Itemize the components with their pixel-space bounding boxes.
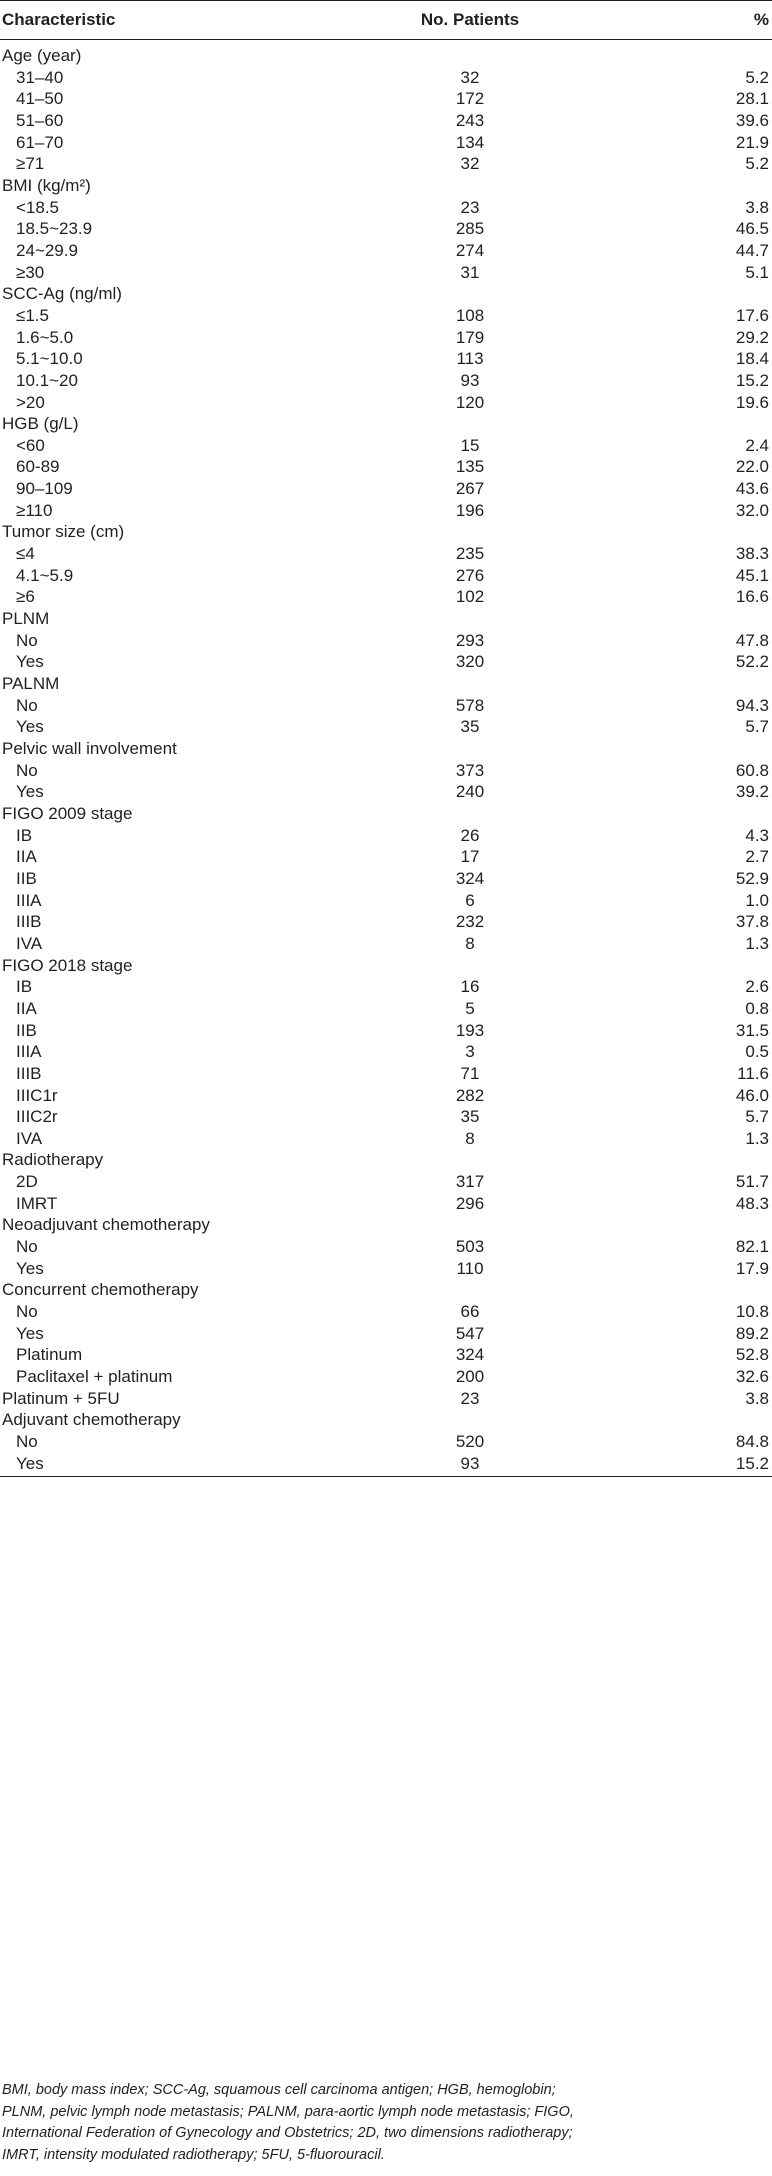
cell-characteristic: IB [16, 825, 33, 845]
cell-no-patients [300, 673, 640, 695]
cell-no-patients: 93 [300, 1453, 640, 1477]
cell-no-patients [300, 40, 640, 67]
cell-no-patients [300, 955, 640, 977]
cell-percent: 82.1 [735, 1237, 769, 1257]
cell-no-patients [300, 1214, 640, 1236]
cell-no-patients: 373 [455, 760, 485, 780]
table-row [0, 348, 772, 370]
cell-no-patients: 134 [455, 132, 485, 152]
cell-percent: 5.2 [745, 67, 769, 87]
table-row [0, 88, 772, 110]
cell-percent: 15.2 [640, 1453, 772, 1477]
cell-no-patients: 285 [455, 219, 485, 239]
cell-no-patients: 66 [460, 1302, 480, 1322]
cell-percent [640, 673, 772, 695]
table-row [0, 781, 772, 803]
cell-percent: 32.6 [735, 1367, 769, 1387]
cell-characteristic: IIIC1r [16, 1085, 58, 1105]
cell-percent [640, 1149, 772, 1171]
cell-no-patients [300, 283, 640, 305]
cell-characteristic: 60-89 [16, 457, 60, 477]
table-row [0, 1128, 772, 1150]
table-row [0, 1171, 772, 1193]
table-row [0, 825, 772, 847]
cell-characteristic: IIIA [16, 1042, 42, 1062]
cell-characteristic: ≥71 [16, 154, 45, 174]
table-row [0, 998, 772, 1020]
cell-characteristic: 1.6~5.0 [16, 327, 74, 347]
cell-no-patients: 5 [465, 998, 475, 1018]
cell-characteristic: IVA [16, 1128, 43, 1148]
cell-percent [640, 175, 772, 197]
table-row [0, 132, 772, 154]
cell-percent: 22.0 [735, 457, 769, 477]
cell-percent: 0.5 [745, 1042, 769, 1062]
table-row [0, 392, 772, 414]
table-row [0, 110, 772, 132]
cell-percent: 51.7 [735, 1172, 769, 1192]
cell-percent [640, 40, 772, 67]
cell-no-patients: 102 [455, 587, 485, 607]
cell-no-patients [300, 413, 640, 435]
table-row [0, 456, 772, 478]
footnote-line: PLNM, pelvic lymph node metastasis; PALNM, para-aortic lymph node metastasis; FIGO, [2, 2103, 574, 2120]
cell-percent [640, 608, 772, 630]
cell-characteristic: IB [16, 977, 33, 997]
table-row [0, 1366, 772, 1388]
table-row [0, 933, 772, 955]
table-group-row [0, 1214, 772, 1236]
cell-percent: 10.8 [735, 1302, 769, 1322]
cell-no-patients: 267 [455, 479, 485, 499]
cell-no-patients: 17 [460, 847, 480, 867]
cell-characteristic: No [16, 630, 38, 650]
table-row [0, 911, 772, 933]
cell-no-patients: 108 [455, 305, 485, 325]
cell-characteristic: Yes [0, 1453, 300, 1477]
cell-no-patients [300, 175, 640, 197]
table-row [0, 1258, 772, 1280]
cell-no-patients [300, 1279, 640, 1301]
cell-no-patients: 23 [460, 1388, 480, 1408]
table-row [0, 218, 772, 240]
cell-no-patients: 320 [455, 652, 485, 672]
cell-percent [640, 413, 772, 435]
cell-percent: 2.7 [745, 847, 769, 867]
cell-characteristic: Radiotherapy [2, 1150, 104, 1170]
cell-characteristic: FIGO 2009 stage [2, 803, 133, 823]
cell-no-patients: 520 [455, 1432, 485, 1451]
table-row [0, 327, 772, 349]
cell-characteristic: 31–40 [16, 67, 64, 87]
cell-percent: 60.8 [735, 760, 769, 780]
cell-percent [640, 283, 772, 305]
table-row [0, 1020, 772, 1042]
cell-characteristic: 4.1~5.9 [16, 565, 74, 585]
cell-characteristic: ≥110 [16, 500, 53, 520]
cell-percent: 0.8 [745, 998, 769, 1018]
cell-characteristic: 18.5~23.9 [16, 219, 93, 239]
table-group-row [0, 803, 772, 825]
cell-characteristic: No [16, 1302, 38, 1322]
table-row [0, 500, 772, 522]
table-row [0, 305, 772, 327]
cell-characteristic: IIIB [16, 1063, 42, 1083]
cell-no-patients: 26 [460, 825, 480, 845]
footnote-line: IMRT, intensity modulated radiotherapy; 5FU, 5-fluorouracil. [2, 2146, 385, 2163]
table-row [0, 890, 772, 912]
cell-characteristic: No [16, 695, 38, 715]
cell-percent: 48.3 [735, 1193, 769, 1213]
cell-no-patients: 503 [455, 1237, 485, 1257]
cell-percent: 11.6 [737, 1063, 769, 1083]
cell-no-patients [300, 1149, 640, 1171]
cell-characteristic: Platinum + 5FU [2, 1388, 120, 1408]
cell-percent [640, 1279, 772, 1301]
cell-no-patients: 232 [455, 912, 485, 932]
cell-percent: 16.6 [735, 587, 769, 607]
footnote-line: International Federation of Gynecology and Obstetrics; 2D, two dimensions radiotherapy; [2, 2125, 573, 2141]
footnote-line: BMI, body mass index; SCC-Ag, squamous cell carcinoma antigen; HGB, hemoglobin; [2, 2082, 556, 2098]
cell-percent: 1.0 [745, 890, 769, 910]
cell-percent [640, 955, 772, 977]
table-body [0, 40, 772, 1477]
cell-percent: 2.6 [745, 977, 769, 997]
cell-no-patients [300, 803, 640, 825]
table-row [0, 240, 772, 262]
cell-percent [640, 1409, 772, 1431]
cell-no-patients: 172 [455, 89, 485, 109]
cell-characteristic: ≤4 [16, 544, 35, 564]
cell-characteristic: Yes [16, 652, 44, 672]
cell-characteristic: Concurrent chemotherapy [2, 1280, 199, 1300]
cell-no-patients: 93 [460, 370, 480, 390]
table-row [0, 760, 772, 782]
cell-characteristic: IIIA [16, 890, 42, 910]
cell-characteristic: BMI (kg/m²) [2, 175, 91, 195]
cell-percent: 46.0 [735, 1085, 769, 1105]
cell-percent: 31.5 [735, 1020, 769, 1040]
cell-percent [640, 738, 772, 760]
table-row [0, 262, 772, 284]
table-row [0, 1431, 772, 1453]
table-group-row [0, 955, 772, 977]
cell-characteristic: HGB (g/L) [2, 414, 79, 434]
cell-characteristic: Paclitaxel + platinum [16, 1367, 173, 1387]
cell-percent: 5.7 [745, 717, 769, 737]
table-row [0, 153, 772, 175]
cell-characteristic: No [16, 760, 38, 780]
cell-percent: 84.8 [735, 1432, 769, 1451]
cell-percent: 18.4 [735, 349, 769, 369]
cell-no-patients: 317 [455, 1172, 485, 1192]
table-row [0, 435, 772, 457]
cell-no-patients: 196 [455, 500, 485, 520]
table-row [0, 1041, 772, 1063]
cell-no-patients: 235 [455, 544, 485, 564]
cell-no-patients: 293 [455, 630, 485, 650]
table-row [0, 1344, 772, 1366]
cell-percent: 32.0 [735, 500, 769, 520]
table-row [0, 586, 772, 608]
cell-no-patients: 15 [460, 435, 480, 455]
table-row [0, 1388, 772, 1410]
cell-characteristic: IIB [16, 1020, 37, 1040]
cell-percent: 43.6 [735, 479, 769, 499]
cell-characteristic: Yes [16, 782, 44, 802]
cell-characteristic: IIB [16, 868, 37, 888]
cell-percent: 4.3 [745, 825, 769, 845]
cell-characteristic: 41–50 [16, 89, 64, 109]
cell-percent: 5.7 [745, 1107, 769, 1127]
cell-no-patients [300, 608, 640, 630]
table-group-row [0, 521, 772, 543]
cell-characteristic: Age (year) [2, 46, 82, 65]
cell-no-patients [300, 1409, 640, 1431]
table-row [0, 67, 772, 89]
table-group-row [0, 40, 772, 67]
cell-no-patients: 193 [455, 1020, 485, 1040]
cell-percent: 52.9 [735, 868, 769, 888]
cell-no-patients: 32 [460, 154, 480, 174]
cell-no-patients: 243 [455, 110, 485, 130]
cell-percent: 1.3 [745, 933, 769, 953]
cell-no-patients: 240 [455, 782, 485, 802]
table-group-row [0, 673, 772, 695]
cell-no-patients: 8 [465, 933, 475, 953]
cell-percent: 5.1 [745, 262, 769, 282]
cell-no-patients: 324 [455, 868, 485, 888]
cell-percent: 39.2 [735, 782, 769, 802]
cell-characteristic: 61–70 [16, 132, 64, 152]
cell-characteristic: No [16, 1237, 38, 1257]
cell-characteristic: Yes [16, 1258, 44, 1278]
cell-percent: 3.8 [745, 1388, 769, 1408]
cell-percent: 38.3 [735, 544, 769, 564]
cell-characteristic: 10.1~20 [16, 370, 78, 390]
cell-percent: 19.6 [735, 392, 769, 412]
cell-characteristic: 51–60 [16, 110, 64, 130]
table-group-row [0, 1409, 772, 1431]
table-row [0, 976, 772, 998]
cell-characteristic: ≥6 [16, 587, 35, 607]
cell-percent: 94.3 [735, 695, 769, 715]
cell-no-patients: 120 [455, 392, 485, 412]
cell-characteristic: <60 [16, 435, 45, 455]
table-row [0, 846, 772, 868]
cell-characteristic: 5.1~10.0 [16, 349, 83, 369]
cell-characteristic: Platinum [16, 1345, 83, 1365]
cell-characteristic: IMRT [16, 1193, 58, 1213]
cell-no-patients: 35 [460, 1107, 480, 1127]
table-group-row [0, 175, 772, 197]
cell-characteristic: IIIB [16, 912, 42, 932]
cell-characteristic: 2D [16, 1172, 38, 1192]
cell-characteristic: IIIC2r [16, 1107, 58, 1127]
cell-characteristic: Yes [16, 717, 44, 737]
table-row [0, 370, 772, 392]
table-row [0, 1063, 772, 1085]
cell-no-patients: 179 [455, 327, 485, 347]
cell-percent: 3.8 [745, 197, 769, 217]
cell-percent: 2.4 [745, 435, 769, 455]
cell-no-patients: 282 [455, 1085, 485, 1105]
cell-percent: 37.8 [735, 912, 769, 932]
header-no-patients: No. Patients [300, 1, 640, 40]
cell-characteristic: IIA [16, 998, 37, 1018]
table-row [0, 1301, 772, 1323]
cell-percent: 5.2 [745, 154, 769, 174]
cell-percent: 47.8 [735, 630, 769, 650]
cell-percent: 29.2 [735, 327, 769, 347]
cell-characteristic: Yes [16, 1323, 44, 1343]
cell-characteristic: PALNM [2, 674, 60, 694]
table-group-row [0, 413, 772, 435]
table-group-row [0, 1149, 772, 1171]
cell-characteristic: Adjuvant chemotherapy [2, 1410, 181, 1430]
cell-no-patients: 71 [460, 1063, 480, 1083]
cell-characteristic: Tumor size (cm) [2, 522, 125, 542]
cell-characteristic: ≤1.5 [16, 305, 49, 325]
table-row [0, 868, 772, 890]
cell-characteristic: Neoadjuvant chemotherapy [2, 1215, 210, 1235]
cell-no-patients: 23 [460, 197, 480, 217]
cell-characteristic: ≥30 [16, 262, 45, 282]
cell-characteristic: >20 [16, 392, 45, 412]
cell-no-patients: 32 [460, 67, 480, 87]
cell-no-patients: 3 [465, 1042, 475, 1062]
cell-characteristic: Pelvic wall involvement [2, 739, 177, 758]
table-row [0, 1193, 772, 1215]
cell-percent: 17.6 [735, 305, 769, 325]
cell-characteristic: FIGO 2018 stage [2, 955, 133, 975]
cell-no-patients: 578 [455, 695, 485, 715]
cell-percent: 21.9 [735, 132, 769, 152]
cell-percent: 46.5 [735, 219, 769, 239]
table-row [0, 1085, 772, 1107]
table-group-row [0, 283, 772, 305]
cell-percent: 17.9 [735, 1258, 769, 1278]
cell-percent: 89.2 [735, 1323, 769, 1343]
cell-percent [640, 803, 772, 825]
cell-no-patients: 547 [455, 1323, 485, 1343]
cell-no-patients [300, 738, 640, 760]
table-footnote [2, 2080, 768, 2166]
table-group-row [0, 1279, 772, 1301]
cell-characteristic: IVA [16, 933, 43, 953]
cell-no-patients: 110 [456, 1258, 484, 1278]
cell-characteristic: No [16, 1432, 38, 1451]
cell-characteristic: IIA [16, 847, 37, 867]
table-row [0, 197, 772, 219]
cell-percent: 52.2 [735, 652, 769, 672]
table-group-row [0, 738, 772, 760]
cell-percent: 28.1 [735, 89, 769, 109]
table-row [0, 1453, 772, 1477]
table-row [0, 651, 772, 673]
cell-percent: 45.1 [735, 565, 769, 585]
table-row [0, 1236, 772, 1258]
cell-no-patients: 8 [465, 1128, 475, 1148]
table-header [0, 1, 772, 40]
cell-percent: 15.2 [735, 370, 769, 390]
cell-no-patients: 200 [455, 1367, 485, 1387]
table-row [0, 695, 772, 717]
cell-percent: 1.3 [745, 1128, 769, 1148]
cell-no-patients: 135 [455, 457, 485, 477]
cell-no-patients: 113 [456, 349, 484, 369]
cell-characteristic: 24~29.9 [16, 240, 78, 260]
cell-percent: 52.8 [735, 1345, 769, 1365]
cell-characteristic: 90–109 [16, 479, 73, 499]
table-row [0, 630, 772, 652]
cell-percent: 44.7 [735, 240, 769, 260]
cell-percent: 39.6 [735, 110, 769, 130]
header-row [0, 1, 772, 40]
cell-no-patients: 296 [455, 1193, 485, 1213]
cell-percent [640, 1214, 772, 1236]
cell-characteristic: <18.5 [16, 197, 60, 217]
header-percent: % [640, 1, 772, 40]
table-row [0, 565, 772, 587]
cell-no-patients: 276 [455, 565, 485, 585]
table-row [0, 1323, 772, 1345]
cell-no-patients: 16 [460, 977, 480, 997]
table-row [0, 543, 772, 565]
cell-characteristic: PLNM [2, 609, 50, 629]
cell-no-patients [300, 521, 640, 543]
cell-no-patients: 35 [460, 717, 480, 737]
cell-no-patients: 6 [465, 890, 475, 910]
table-row [0, 1106, 772, 1128]
table-row [0, 716, 772, 738]
table-group-row [0, 608, 772, 630]
table-row [0, 478, 772, 500]
header-characteristic: Characteristic [0, 1, 300, 40]
cell-no-patients: 274 [455, 240, 485, 260]
cell-characteristic: SCC-Ag (ng/ml) [2, 284, 122, 304]
cell-percent [640, 521, 772, 543]
cell-no-patients: 31 [460, 262, 480, 282]
cell-no-patients: 324 [455, 1345, 485, 1365]
